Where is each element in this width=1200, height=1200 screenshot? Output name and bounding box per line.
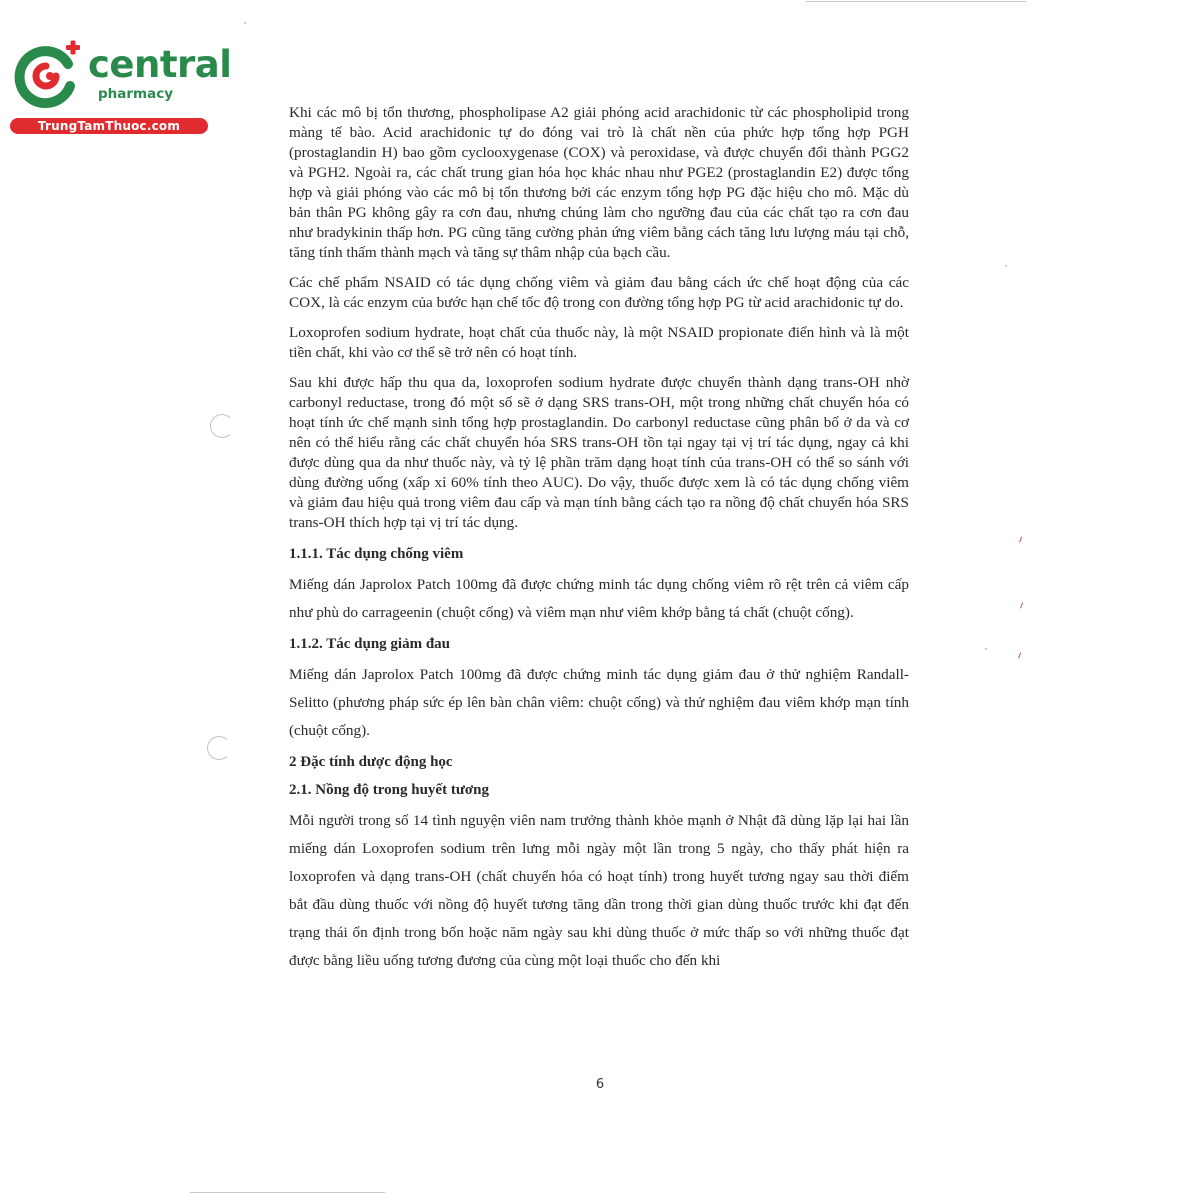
punch-hole-mark	[207, 736, 231, 760]
logo-url-badge[interactable]: TrungTamThuoc.com	[10, 118, 208, 134]
heading-1-1-2: 1.1.2. Tác dụng giảm đau	[289, 636, 451, 652]
paragraph-transdermal-metabolism: Sau khi được hấp thu qua da, loxoprofen sodium hydrate được chuyển thành dạng trans-OH nhờ carbonyl reductase, trong đó một số sẽ ở dạng SRS trans-OH, một trong những chất chuyển hóa có hoạt tính ức chế mạnh sinh tổng hợp prostaglandin. Do carbonyl reductase cũng phân bố ở da và cơ nên có thể hiểu rằng các chất chuyển hóa SRS trans-OH tồn tại ngay tại vị trí tác dụng, ngay cả khi được dùng qua da như thuốc này, và tỷ lệ phần trăm dạng hoạt tính của trans-OH có thể so sánh với dùng đường uống (xấp xỉ 60% tính theo AUC). Do vậy, thuốc được xem là có tác dụng chống viêm và giảm đau hiệu quả trong viêm đau cấp và mạn tính bằng cách tạo ra nồng độ chất chuyển hóa SRS trans-OH thích hợp tại vị trí tác dụng.	[289, 374, 909, 531]
pharmacy-cross-logo-icon	[12, 40, 84, 112]
paragraph-analgesic: Miếng dán Japrolox Patch 100mg đã được chứng minh tác dụng giảm đau ở thử nghiệm Randall-Selitto (phương pháp sức ép lên bàn chân viêm: chuột cống) và thử nghiệm đau viêm khớp mạn tính (chuột cống).	[289, 666, 909, 739]
document-body	[289, 103, 909, 981]
scan-speck	[244, 22, 246, 24]
paragraph-loxoprofen-prodrug: Loxoprofen sodium hydrate, hoạt chất của thuốc này, là một NSAID propionate điển hình và là một tiền chất, khi vào cơ thể sẽ trở nên có hoạt tính.	[289, 324, 909, 361]
logo-brand-text: central	[88, 43, 232, 86]
scan-edge-line-bottom	[190, 1192, 385, 1193]
heading-2-1: 2.1. Nồng độ trong huyết tương	[289, 782, 489, 798]
paragraph-anti-inflammatory: Miếng dán Japrolox Patch 100mg đã được chứng minh tác dụng chống viêm rõ rệt trên cả viêm cấp như phù do carrageenin (chuột cống) và viêm mạn như viêm khớp bằng tá chất (chuột cống).	[289, 576, 909, 621]
paragraph-arachidonic-acid: Khi các mô bị tổn thương, phospholipase A2 giải phóng acid arachidonic từ các phospholipid trong màng tế bào. Acid arachidonic tự do đóng vai trò là chất nền của phức hợp tổng hợp PGH (prostaglandin H) bao gồm cyclooxygenase (COX) và peroxidase, và được chuyển đổi thành PGG2 và PGH2. Ngoài ra, các chất trung gian hóa học khác nhau như PGE2 (prostaglandin E2) được tổng hợp và giải phóng vào các mô bị tổn thương bởi các enzym tổng hợp PG đặc hiệu cho mô. Mặc dù bản thân PG không gây ra cơn đau, nhưng chúng làm cho ngưỡng đau của các chất tạo ra cơn đau như bradykinin thấp hơn. PG cũng tăng cường phản ứng viêm bằng cách tăng lưu lượng máu tại chỗ, tăng tính thấm thành mạch và tăng sự thâm nhập của bạch cầu.	[289, 104, 909, 261]
scan-speck	[985, 648, 987, 650]
heading-1-1-1: 1.1.1. Tác dụng chống viêm	[289, 546, 464, 562]
page-number: 6	[595, 1077, 605, 1092]
paragraph-plasma-concentration: Mỗi người trong số 14 tình nguyện viên nam trưởng thành khỏe mạnh ở Nhật đã dùng lặp lại hai lần miếng dán Loxoprofen sodium trên lưng mỗi ngày một lần trong 5 ngày, cho thấy phát hiện ra loxoprofen và dạng trans-OH (chất chuyển hóa có hoạt tính) trong huyết tương ngay sau thời điểm bắt đầu dùng thuốc với nồng độ huyết tương tăng dần trong thời gian dùng thuốc trước khi đạt đến trạng thái ổn định trong bốn hoặc năm ngày sau khi dùng thuốc ở mức thấp so với những thuốc đạt được bằng liều uống tương đương của cùng một loại thuốc cho đến khi	[289, 812, 909, 969]
heading-2: 2 Đặc tính dược động học	[289, 754, 453, 770]
scan-edge-mark	[1019, 536, 1025, 543]
paragraph-nsaid-mechanism: Các chế phẩm NSAID có tác dụng chống viêm và giảm đau bằng cách ức chế hoạt động của các COX, là các enzym của bước hạn chế tốc độ trong con đường tổng hợp PG từ acid arachidonic tự do.	[289, 274, 909, 311]
central-pharmacy-logo[interactable]	[10, 38, 232, 138]
scan-speck	[1005, 265, 1007, 267]
scan-edge-line-top	[806, 1, 1026, 2]
punch-hole-mark	[210, 414, 234, 438]
scan-edge-mark	[1018, 652, 1024, 659]
logo-subtitle: pharmacy	[98, 86, 174, 102]
scan-edge-mark	[1020, 602, 1026, 609]
